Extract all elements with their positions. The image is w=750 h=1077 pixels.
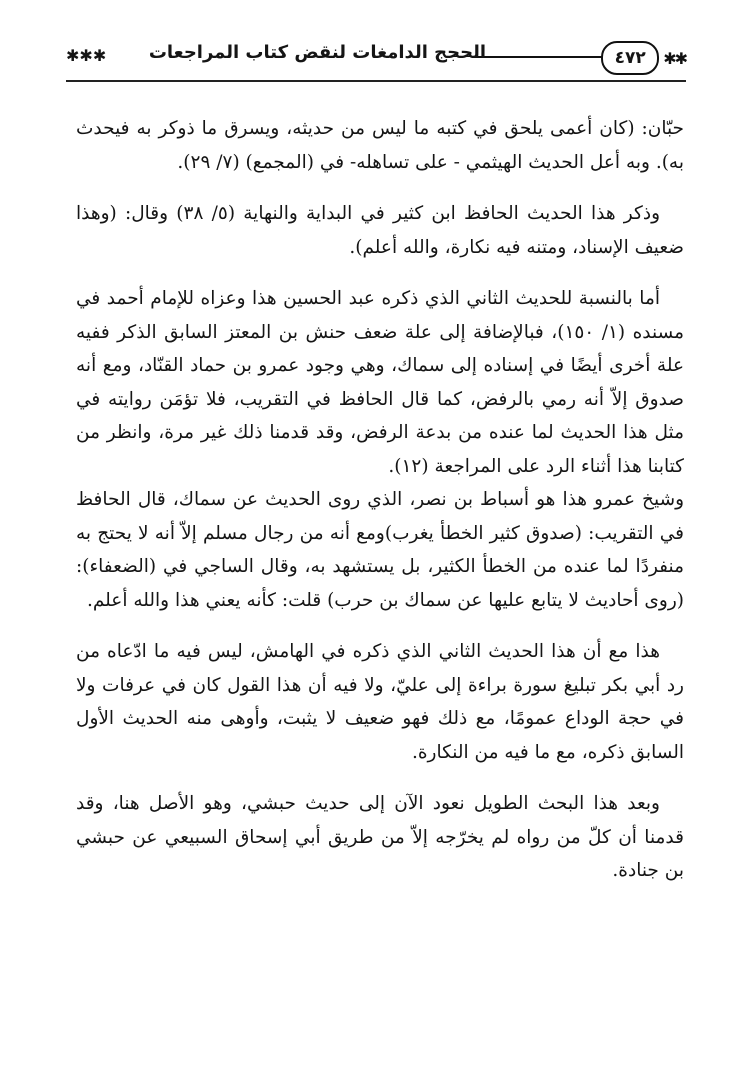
page-number-box <box>597 40 686 76</box>
paragraph-gap <box>76 769 684 787</box>
ornament-icon: ✱✱✱ <box>66 46 107 65</box>
ornament-icon: ✱✱ <box>663 48 686 68</box>
paragraph: هذا مع أن هذا الحديث الثاني الذي ذكره في الهامش، ليس فيه ما ادّعاه من رد أبي بكر تبليغ سورة براءة إلى عليّ، ولا فيه أن هذا القول كان في عرفات ولا في حجة الوداع عمومًا، مع ذلك فهو ضعيف لا يثبت، وأوهى منه الحديث الأول السابق ذكره، مع ما فيه من النكارة. <box>76 641 684 763</box>
page-body <box>76 112 684 888</box>
book-title: الحجج الدامغات لنقض كتاب المراجعات <box>148 42 486 63</box>
paragraph: حبّان: (كان أعمى يلحق في كتبه ما ليس من حديثه، ويسرق ما ذوكر به فيحدث به). وبه أعل الحديث الهيثمي - على تساهله- في (المجمع) (٧/ ٢٩). <box>76 118 684 173</box>
page-header <box>66 36 686 80</box>
paragraph-gap <box>76 264 684 282</box>
header-rule <box>66 80 686 82</box>
paragraph: وشيخ عمرو هذا هو أسباط بن نصر، الذي روى الحديث عن سماك، قال الحافظ في التقريب: (صدوق كثير الخطأ يغرب)ومع أنه من رجال مسلم إلاّ أنه لا يحتج به منفردًا لما عنده من الخطأ الكثير، بل يستشهد به، وقال الساجي في (الضعفاء): (روى أحاديث لا يتابع عليها عن سماك بن حرب) قلت: كأنه يعني هذا والله أعلم. <box>76 489 684 611</box>
paragraph: وبعد هذا البحث الطويل نعود الآن إلى حديث حبشي، وهو الأصل هنا، وقد قدمنا أن كلّ من رواه لم يخرّجه إلاّ من طريق أبي إسحاق السبيعي عن حبشي بن جنادة. <box>76 793 684 881</box>
page-number: ٤٧٢ <box>601 41 659 75</box>
paragraph-gap <box>76 617 684 635</box>
header-flourish <box>472 56 602 58</box>
paragraph: أما بالنسبة للحديث الثاني الذي ذكره عبد الحسين هذا وعزاه للإمام أحمد في مسنده (١/ ١٥٠)، فبالإضافة إلى علة ضعف حنش بن المعتز السابق الذكر ففيه علة أخرى أيضًا في إسناده إلى سماك، وهي وجود عمرو بن حماد القنّاد، ومع أنه صدوق إلاّ أنه رمي بالرفض، كما قال الحافظ في التقريب، فلا تؤمَن روايته في مثل هذا الحديث لما عنده من بدعة الرفض، وقد قدمنا ذلك غير مرة، وانظر من كتابنا هذا أثناء الرد على المراجعة (١٢). <box>76 288 684 477</box>
paragraph-gap <box>76 179 684 197</box>
paragraph: وذكر هذا الحديث الحافظ ابن كثير في البداية والنهاية (٥/ ٣٨) وقال: (وهذا ضعيف الإسناد، ومتنه فيه نكارة، والله أعلم). <box>76 203 684 258</box>
